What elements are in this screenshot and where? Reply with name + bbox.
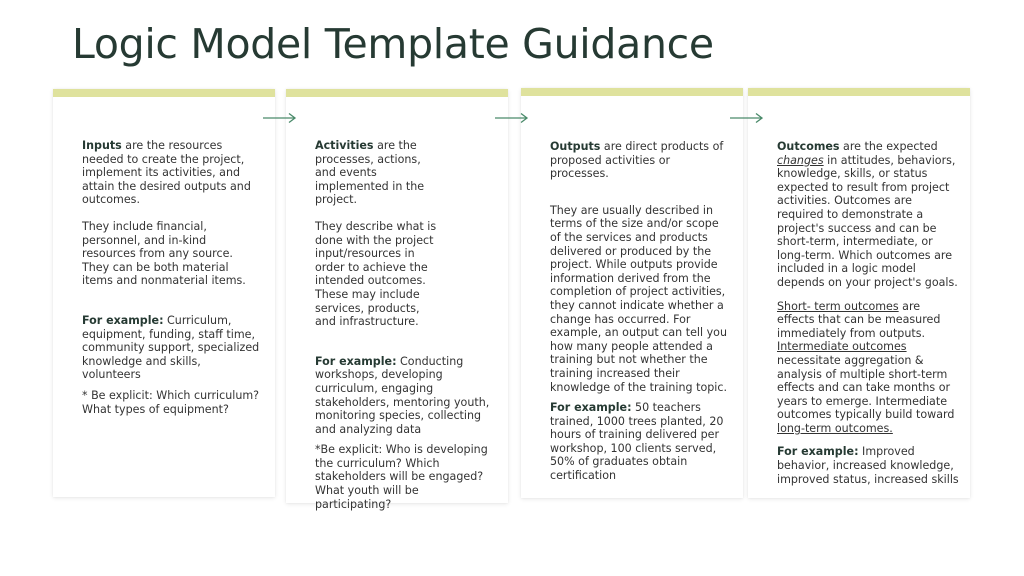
inputs-content [82,139,262,416]
arrow-right-icon [729,112,765,124]
activities-definition: Activities are the processes, actions, and events implemented in the project. [315,139,425,207]
outputs-heading: Outputs [550,140,601,153]
page-title: Logic Model Template Guidance [72,20,714,68]
inputs-card [53,89,275,497]
inputs-description: They include financial, personnel, and in-kind resources from any source. They can be both material items and nonmaterial items. [82,219,246,288]
outcomes-example: For example: Improved behavior, increased knowledge, improved status, increased skills [777,445,959,486]
activities-explicit-note: *Be explicit: Who is developing the curriculum? Which stakeholders will be engaged? What youth will be participating? [315,443,488,511]
outputs-content [550,140,730,483]
outputs-definition: Outputs are direct products of proposed activities or processes. [550,140,724,181]
activities-content [315,139,495,511]
inputs-explicit-note: * Be explicit: Which curriculum? What types of equipment? [82,388,260,416]
activities-heading: Activities [315,139,374,152]
outputs-description: They are usually described in terms of the size and/or scope of the services and products delivered or produced by the project. While outputs provide information derived from the completion of project activities, they cannot indicate whether a change has occurred. For example, an output can tell you how many people attended a training but not whether the training increased their knowledge of the training topic. [550,203,728,394]
accent-bar [286,89,508,97]
outcomes-types: Short- term outcomes are effects that can be measured immediately from outputs. Intermediate outcomes necessitate aggregation & analysis of multiple short-term effects and can take months or years to emerge. Intermediate outcomes typically build toward long-term outcomes. [777,299,955,435]
inputs-definition: Inputs are the resources needed to create the project, implement its activities, and attain the desired outputs and outcomes. [82,139,251,207]
outcomes-card [748,88,970,498]
activities-card [286,89,508,511]
accent-bar [521,88,743,96]
arrow-right-icon [262,112,298,124]
activities-description: They describe what is done with the project input/resources in order to achieve the intended outcomes. These may include services, products, and infrastructure. [315,219,437,329]
activities-example: For example: Conducting workshops, developing curriculum, engaging stakeholders, mentoring youth, monitoring species, collecting and analyzing data [315,354,490,436]
inputs-heading: Inputs [82,139,122,152]
outcomes-content [777,140,959,486]
inputs-example: For example: Curriculum, equipment, funding, staff time, community support, specialized knowledge and skills, volunteers [82,313,260,382]
outputs-example: For example: 50 teachers trained, 1000 trees planted, 20 hours of training delivered per workshop, 100 clients served, 50% of graduates obtain certification [550,401,724,483]
accent-bar [748,88,970,96]
outcomes-heading: Outcomes [777,140,840,153]
accent-bar [53,89,275,97]
outputs-card [521,88,743,498]
outcomes-definition: Outcomes are the expected changes in attitudes, behaviors, knowledge, skills, or status expected to result from project activities. Outcomes are required to demonstrate a project's success and can be short-term, intermediate, or long-term. Which outcomes are included in a logic model depends on your project's goals. [777,140,958,289]
arrow-right-icon [494,112,530,124]
